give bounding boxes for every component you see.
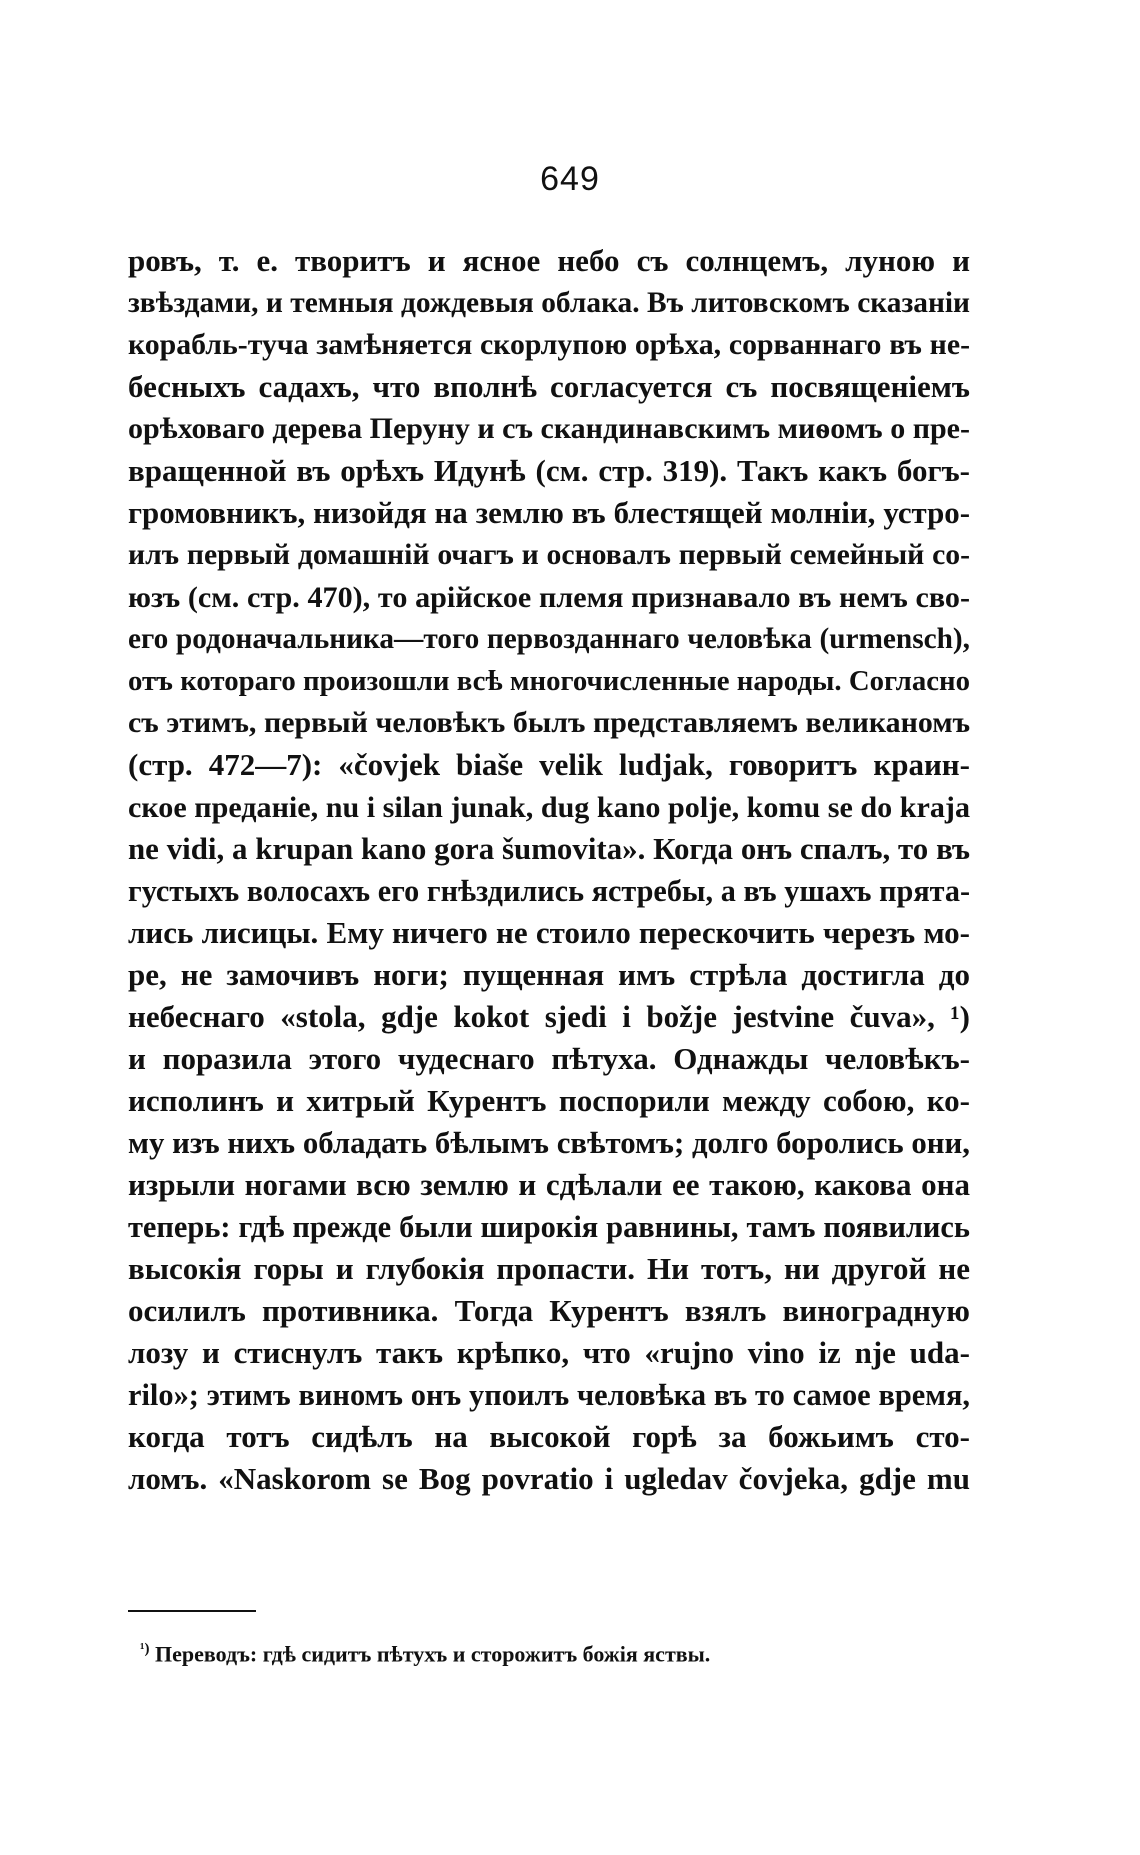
body-text — [128, 240, 970, 1500]
text-line: густыхъ волосахъ его гнѣздились ястребы, а въ ушахъ прята- — [128, 874, 970, 908]
footnote-text: Переводъ: гдѣ сидитъ пѣтухъ и сторожитъ божія яствы. — [155, 1641, 711, 1667]
text-line: юзъ (см. стр. 470), то арійское племя признавало въ немъ сво- — [128, 580, 970, 614]
text-line: лись лисицы. Ему ничего не стоило перескочить черезъ мо- — [128, 915, 970, 950]
text-line: высокія горы и глубокія пропасти. Ни тотъ, ни другой не — [128, 1251, 970, 1286]
text-line: отъ котораго произошли всѣ многочисленные народы. Согласно — [128, 665, 970, 697]
text-line: ne vidi, a krupan kano gora šumovita». Когда онъ спалъ, то въ — [128, 831, 970, 866]
text-line: ровъ, т. е. творитъ и ясное небо съ солнцемъ, луною и — [128, 243, 970, 278]
text-line: громовникъ, низойдя на землю въ блестящей молніи, устро- — [128, 495, 970, 530]
text-line: вращенной въ орѣхъ Идунѣ (см. стр. 319). Такъ какъ богъ- — [128, 453, 970, 488]
text-line: ское преданіе, nu i silan junak, dug kano polje, komu se do kraja — [128, 790, 970, 824]
text-line: корабль-туча замѣняется скорлупою орѣха, сорваннаго въ не- — [128, 328, 970, 361]
text-line: его родоначальника—того первозданнаго человѣка (urmensch), — [128, 623, 970, 655]
footnote-rule — [128, 1610, 256, 1612]
text-line: лозу и стиснулъ такъ крѣпко, что «rujno vino iz nje uda- — [128, 1335, 970, 1370]
text-line: изрыли ногами всю землю и сдѣлали ее такою, какова она — [128, 1167, 970, 1202]
text-line: небеснаго «stola, gdje kokot sjedi i božje jestvine čuva», ¹) — [128, 999, 970, 1034]
text-line: исполинъ и хитрый Курентъ поспорили между собою, ко- — [128, 1083, 970, 1118]
text-line: (стр. 472—7): «čovjek biaše velik ludjak, говоритъ краин- — [128, 747, 970, 782]
text-line: и поразила этого чудеснаго пѣтуха. Однажды человѣкъ- — [128, 1041, 970, 1076]
footnote — [140, 1634, 960, 1669]
text-line: илъ первый домашній очагъ и основалъ первый семейный со- — [128, 539, 970, 571]
text-line: ре, не замочивъ ноги; пущенная имъ стрѣла достигла до — [128, 957, 970, 992]
text-line: му изъ нихъ обладать бѣлымъ свѣтомъ; долго боролись они, — [128, 1126, 970, 1160]
page-number: 649 — [540, 160, 600, 198]
text-line: звѣздами, и темныя дождевыя облака. Въ литовскомъ сказаніи — [128, 287, 970, 319]
text-line: бесныхъ садахъ, что вполнѣ согласуется съ посвященіемъ — [128, 369, 970, 404]
text-line: ломъ. «Naskorom se Bog povratio i ugledav čovjeka, gdje mu — [128, 1461, 970, 1496]
text-line: орѣховаго дерева Перуну и съ скандинавскимъ миѳомъ о пре- — [128, 412, 970, 445]
footnote-marker: ¹) — [140, 1641, 150, 1657]
text-line: съ этимъ, первый человѣкъ былъ представляемъ великаномъ — [128, 706, 970, 739]
text-line: rilo»; этимъ виномъ онъ упоилъ человѣка въ то самое время, — [128, 1378, 970, 1412]
text-line: осилилъ противника. Тогда Курентъ взялъ виноградную — [128, 1293, 970, 1328]
text-line: когда тотъ сидѣлъ на высокой горѣ за божьимъ сто- — [128, 1419, 970, 1454]
text-line: теперь: гдѣ прежде были широкія равнины, тамъ появились — [128, 1210, 970, 1244]
